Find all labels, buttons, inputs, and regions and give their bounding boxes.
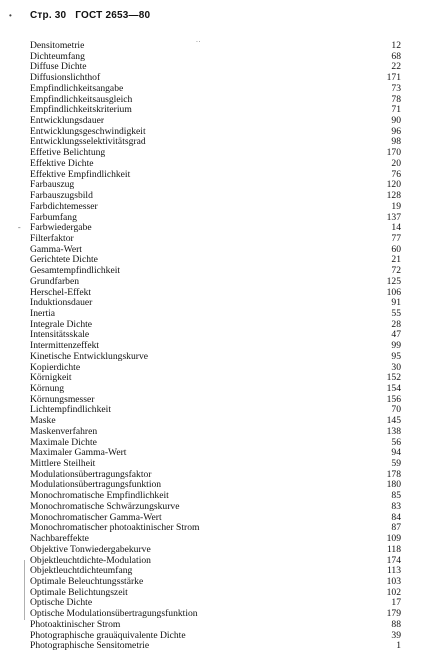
scan-edge-line — [24, 560, 25, 620]
index-entry — [30, 277, 401, 288]
index-page-number: 47 — [391, 329, 401, 341]
index-term: Densitometrie — [30, 40, 85, 51]
index-page-number: 30 — [391, 361, 401, 373]
index-term: Photographische grauäquivalente Dichte — [30, 629, 186, 641]
margin-tick: ˉ — [18, 226, 21, 235]
index-entry — [30, 223, 401, 234]
index-term: Monochromatischer Gamma-Wert — [30, 511, 162, 523]
index-page-number: 85 — [391, 490, 401, 502]
index-page-number: 178 — [386, 468, 401, 480]
scan-speck: ˙˙ — [196, 40, 202, 49]
index-page-number: 22 — [391, 61, 401, 73]
index-term: Gamma-Wert — [30, 243, 82, 255]
index-page-number: 102 — [386, 586, 401, 598]
index-term: Intensitätsskale — [30, 329, 90, 341]
index-term: Induktionsdauer — [30, 297, 93, 309]
index-page-number: 91 — [391, 297, 401, 309]
index-term: Monochromatische Empfindlichkeit — [30, 490, 169, 502]
index-page-number: 99 — [391, 340, 401, 352]
index-page-number: 128 — [386, 190, 401, 202]
index-term: Körnungsmesser — [30, 393, 95, 405]
index-page-number: 76 — [391, 168, 401, 180]
index-page-number: 17 — [391, 597, 401, 609]
index-term: Optimale Beleuchtungsstärke — [30, 575, 144, 587]
index-entry — [30, 266, 401, 277]
index-page-number: 28 — [391, 318, 401, 330]
index-page-number: 72 — [391, 265, 401, 277]
index-page-number: 12 — [391, 40, 401, 51]
index-page-number: 156 — [386, 393, 401, 405]
index-term: Entwicklungsselektivitätsgrad — [30, 136, 146, 148]
index-term: Maximale Dichte — [30, 436, 97, 448]
index-page-number: 90 — [391, 115, 401, 127]
index-entry — [30, 427, 401, 438]
index-term: Objektleuchtdichteumfang — [30, 565, 133, 577]
index-entry — [30, 41, 401, 52]
index-term: Monochromatischer photoaktinischer Strom — [30, 522, 200, 534]
index-term: Optimale Belichtungszeit — [30, 586, 128, 598]
index-term: Modulationsübertragungsfunktion — [30, 479, 162, 491]
index-page-number: 154 — [386, 383, 401, 394]
index-term: Objektleuchtdichte-Modulation — [30, 554, 151, 566]
index-term: Effetive Belichtung — [30, 147, 106, 159]
index-term: Lichtempfindlichkeit — [30, 404, 111, 416]
index-page-number: 73 — [391, 82, 401, 94]
index-term: Gerichtete Dichte — [30, 254, 98, 266]
index-page-number: 171 — [386, 72, 401, 84]
index-term: Empfindlichkeitskriterium — [30, 104, 132, 116]
index-term: Modulationsübertragungsfaktor — [30, 468, 152, 480]
page-header — [30, 10, 156, 21]
index-term: Maske — [30, 415, 56, 427]
index-term: Intermittenzeffekt — [30, 340, 100, 352]
index-page-number: 71 — [391, 104, 401, 116]
index-term: Optische Dichte — [30, 597, 93, 609]
index-entry — [30, 84, 401, 95]
index-entry — [30, 352, 401, 363]
index-page-number: 94 — [391, 447, 401, 459]
index-term: Körnigkeit — [30, 372, 72, 384]
index-term: Optische Modulationsübertragungsfunktion — [30, 608, 198, 620]
index-page-number: 174 — [386, 554, 401, 566]
index-page-number: 59 — [391, 458, 401, 470]
index-term: Photoaktinischer Strom — [30, 618, 121, 630]
index-entry — [30, 631, 401, 642]
index-entry — [30, 234, 401, 245]
index-page-number: 68 — [391, 50, 401, 62]
index-page-number: 87 — [391, 522, 401, 534]
index-page-number: 103 — [386, 575, 401, 587]
index-entry — [30, 363, 401, 374]
index-term: Maximaler Gamma-Wert — [30, 447, 127, 459]
index-term: Integrale Dichte — [30, 318, 93, 330]
index-page-number: 106 — [386, 286, 401, 298]
index-page-number: 137 — [386, 211, 401, 223]
index-page-number: 113 — [386, 565, 401, 577]
index-page-number: 145 — [386, 415, 401, 427]
index-term: Objektive Tonwiedergabekurve — [30, 543, 151, 555]
index-page-number: 152 — [386, 372, 401, 384]
index-page-number: 20 — [391, 157, 401, 169]
index-term: Diffusionslichthof — [30, 72, 101, 84]
index-term: Farbdichtemesser — [30, 200, 98, 212]
index-term: Farbumfang — [30, 211, 77, 223]
index-page-number: 125 — [386, 275, 401, 287]
index-term: Farbauszug — [30, 179, 75, 191]
index-entry — [30, 202, 401, 213]
index-list — [30, 41, 401, 652]
margin-dot: • — [9, 11, 12, 20]
index-page-number: 19 — [391, 200, 401, 212]
index-page-number: 138 — [386, 425, 401, 437]
index-page-number: 60 — [391, 243, 401, 255]
index-term: Grundfarben — [30, 275, 80, 287]
index-page-number: 180 — [386, 479, 401, 491]
index-term: Entwicklungsdauer — [30, 115, 105, 127]
index-page-number: 21 — [391, 254, 401, 266]
index-entry — [30, 620, 401, 631]
index-page-number: 88 — [391, 618, 401, 630]
index-page-number: 55 — [391, 307, 401, 319]
index-entry — [30, 405, 401, 416]
index-term: Monochromatische Schwärzungskurve — [30, 500, 180, 512]
index-entry — [30, 170, 401, 181]
index-page-number: 1 — [396, 640, 401, 652]
index-term: Entwicklungsgeschwindigkeit — [30, 125, 146, 137]
index-term: Herschel-Effekt — [30, 286, 92, 298]
index-entry — [30, 545, 401, 556]
index-page-number: 96 — [391, 125, 401, 137]
index-term: Diffuse Dichte — [30, 61, 87, 73]
index-term: Gesamtempfindlichkeit — [30, 265, 121, 277]
index-term: Kopierdichte — [30, 361, 81, 373]
index-term: Körnung — [30, 383, 65, 394]
index-term: Effektive Empfindlichkeit — [30, 168, 131, 180]
index-term: Farbwiedergabe — [30, 222, 92, 234]
index-page-number: 78 — [391, 93, 401, 105]
index-page-number: 118 — [386, 543, 401, 555]
index-page-number: 14 — [391, 222, 401, 234]
index-page-number: 170 — [386, 147, 401, 159]
index-term: Empfindlichkeitsangabe — [30, 82, 124, 94]
index-page-number: 120 — [386, 179, 401, 191]
index-page-number: 83 — [391, 500, 401, 512]
index-entry — [30, 298, 401, 309]
index-term: Photographische Sensitometrie — [30, 640, 150, 652]
index-term: Kinetische Entwicklungskurve — [30, 350, 149, 362]
index-page-number: 39 — [391, 629, 401, 641]
index-term: Mittlere Steilheit — [30, 458, 96, 470]
index-page-number: 95 — [391, 350, 401, 362]
index-page-number: 77 — [391, 232, 401, 244]
index-term: Filterfaktor — [30, 232, 74, 244]
standard-label: ГОСТ 2653—80 — [75, 10, 151, 21]
page-number-label: Стр. 30 — [30, 10, 67, 21]
index-term: Effektive Dichte — [30, 157, 94, 169]
index-page-number: 109 — [386, 533, 401, 545]
index-page-number: 98 — [391, 136, 401, 148]
index-term: Farbauszugsbild — [30, 190, 93, 202]
index-term: Dichteumfang — [30, 50, 85, 62]
index-term: Inertia — [30, 307, 56, 319]
index-entry — [30, 641, 401, 652]
index-entry — [30, 373, 401, 384]
index-term: Maskenverfahren — [30, 425, 98, 437]
index-page-number: 70 — [391, 404, 401, 416]
index-page-number: 56 — [391, 436, 401, 448]
index-page-number: 84 — [391, 511, 401, 523]
index-term: Nachbareffekte — [30, 533, 89, 545]
index-page-number: 179 — [386, 608, 401, 620]
index-term: Empfindlichkeitsausgleich — [30, 93, 133, 105]
